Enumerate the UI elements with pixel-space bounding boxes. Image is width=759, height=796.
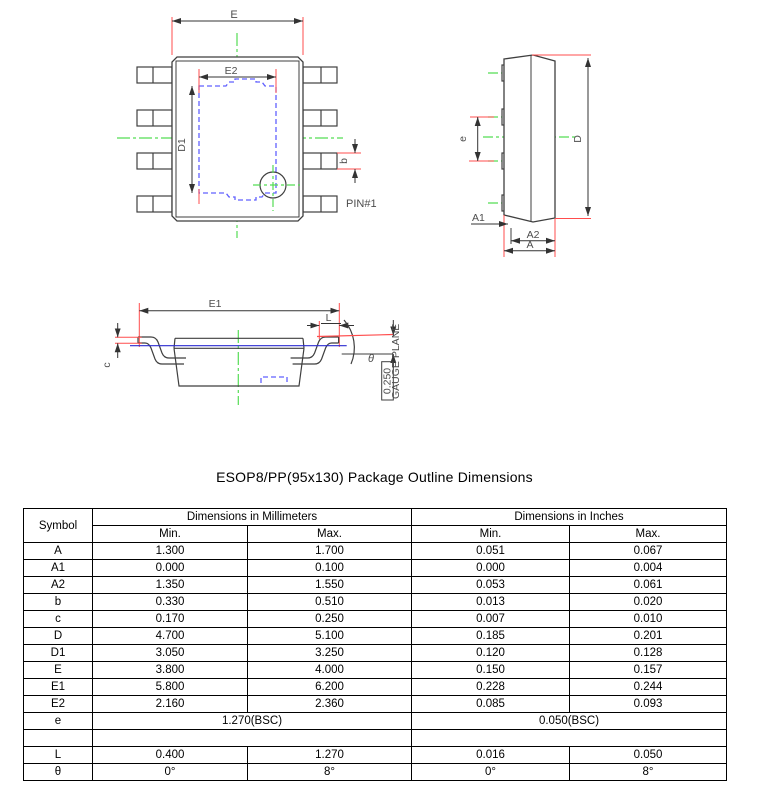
pad-mark-dashed bbox=[261, 377, 287, 383]
gauge-offset-value: 0.250 bbox=[381, 367, 394, 395]
table-row bbox=[24, 764, 727, 781]
cell-symbol: c bbox=[24, 611, 93, 628]
cell-symbol: E1 bbox=[24, 679, 93, 696]
cell-in-value bbox=[412, 730, 727, 747]
cell-mm-min: 0.400 bbox=[93, 747, 248, 764]
dim-label-D1: D1 bbox=[176, 138, 188, 152]
cell-in-min: 0.000 bbox=[412, 560, 570, 577]
cell-in-min: 0° bbox=[412, 764, 570, 781]
cell-mm-max: 0.510 bbox=[248, 594, 412, 611]
cell-symbol: θ bbox=[24, 764, 93, 781]
table-row bbox=[24, 696, 727, 713]
cell-mm-max: 1.270 bbox=[248, 747, 412, 764]
cell-in-min: 0.228 bbox=[412, 679, 570, 696]
cell-mm-max: 3.250 bbox=[248, 645, 412, 662]
cell-in-max: 0.093 bbox=[570, 696, 727, 713]
cell-in-min: 0.053 bbox=[412, 577, 570, 594]
cell-mm-min: 3.800 bbox=[93, 662, 248, 679]
cell-in-max: 0.010 bbox=[570, 611, 727, 628]
cell-mm-max: 8° bbox=[248, 764, 412, 781]
cell-in-min: 0.013 bbox=[412, 594, 570, 611]
cell-mm-min: 0.170 bbox=[93, 611, 248, 628]
table-row bbox=[24, 645, 727, 662]
dim-label-D: D bbox=[572, 135, 584, 143]
table-row bbox=[24, 730, 727, 747]
cell-in-max: 0.244 bbox=[570, 679, 727, 696]
cell-in-max: 0.128 bbox=[570, 645, 727, 662]
cell-mm-max: 1.550 bbox=[248, 577, 412, 594]
dim-label-e: e bbox=[457, 136, 469, 142]
cell-symbol bbox=[24, 730, 93, 747]
gauge-plane-label: GAUGE PLANE bbox=[390, 323, 402, 399]
cell-in-min: 0.185 bbox=[412, 628, 570, 645]
cell-symbol: D1 bbox=[24, 645, 93, 662]
side-view-drawing bbox=[452, 28, 617, 273]
dim-label-E2: E2 bbox=[224, 65, 238, 77]
header-mm-group: Dimensions in Millimeters bbox=[93, 509, 412, 526]
cell-symbol: D bbox=[24, 628, 93, 645]
cell-in-max: 0.004 bbox=[570, 560, 727, 577]
cell-symbol: A bbox=[24, 543, 93, 560]
table-row bbox=[24, 628, 727, 645]
dim-label-E1: E1 bbox=[208, 298, 222, 310]
cell-mm-min: 2.160 bbox=[93, 696, 248, 713]
cell-mm-min: 0.330 bbox=[93, 594, 248, 611]
cell-mm-min: 1.350 bbox=[93, 577, 248, 594]
cell-in-min: 0.051 bbox=[412, 543, 570, 560]
cell-in-max: 0.020 bbox=[570, 594, 727, 611]
cell-symbol: L bbox=[24, 747, 93, 764]
cell-in-min: 0.016 bbox=[412, 747, 570, 764]
cell-mm-max: 5.100 bbox=[248, 628, 412, 645]
cell-mm-max: 6.200 bbox=[248, 679, 412, 696]
table-row bbox=[24, 577, 727, 594]
front-view-drawing bbox=[88, 290, 423, 430]
table-row bbox=[24, 662, 727, 679]
cell-in-min: 0.085 bbox=[412, 696, 570, 713]
pin1-label: PIN#1 bbox=[346, 198, 377, 210]
cell-mm-min: 0° bbox=[93, 764, 248, 781]
dim-label-b: b bbox=[338, 158, 350, 164]
cell-symbol: A1 bbox=[24, 560, 93, 577]
table-row bbox=[24, 679, 727, 696]
cell-mm-max: 4.000 bbox=[248, 662, 412, 679]
table-row bbox=[24, 713, 727, 730]
cell-symbol: E bbox=[24, 662, 93, 679]
cell-in-max: 0.157 bbox=[570, 662, 727, 679]
dimensions-table bbox=[23, 508, 727, 781]
cell-in-max: 0.061 bbox=[570, 577, 727, 594]
cell-in-max: 8° bbox=[570, 764, 727, 781]
cell-in-max: 0.067 bbox=[570, 543, 727, 560]
lead-plane-extension-red bbox=[317, 335, 393, 337]
cell-symbol: E2 bbox=[24, 696, 93, 713]
cell-in-min: 0.150 bbox=[412, 662, 570, 679]
header-in-min: Min. bbox=[412, 526, 570, 543]
cell-in-max: 0.050 bbox=[570, 747, 727, 764]
table-header-minmax-row bbox=[24, 526, 727, 543]
cell-symbol: e bbox=[24, 713, 93, 730]
cell-mm-min: 3.050 bbox=[93, 645, 248, 662]
cell-symbol: A2 bbox=[24, 577, 93, 594]
cell-symbol: b bbox=[24, 594, 93, 611]
cell-mm-min: 5.800 bbox=[93, 679, 248, 696]
table-row bbox=[24, 543, 727, 560]
header-symbol: Symbol bbox=[24, 509, 93, 543]
cell-mm-value bbox=[93, 730, 412, 747]
dim-label-E: E bbox=[230, 9, 238, 21]
cell-mm-value: 1.270(BSC) bbox=[93, 713, 412, 730]
dim-label-A: A bbox=[526, 239, 534, 251]
theta-angle-arc bbox=[344, 320, 354, 364]
cell-in-min: 0.120 bbox=[412, 645, 570, 662]
cell-mm-min: 4.700 bbox=[93, 628, 248, 645]
dim-label-A1: A1 bbox=[472, 212, 485, 224]
right-pins bbox=[303, 67, 337, 212]
dim-label-c: c bbox=[101, 362, 113, 368]
cell-in-value: 0.050(BSC) bbox=[412, 713, 727, 730]
table-row bbox=[24, 747, 727, 764]
table-row bbox=[24, 560, 727, 577]
header-in-max: Max. bbox=[570, 526, 727, 543]
table-row bbox=[24, 611, 727, 628]
cell-mm-min: 1.300 bbox=[93, 543, 248, 560]
cell-mm-max: 1.700 bbox=[248, 543, 412, 560]
header-mm-max: Max. bbox=[248, 526, 412, 543]
cell-mm-max: 0.100 bbox=[248, 560, 412, 577]
dim-label-theta: θ bbox=[368, 353, 374, 365]
table-row bbox=[24, 594, 727, 611]
cell-in-max: 0.201 bbox=[570, 628, 727, 645]
cell-mm-max: 0.250 bbox=[248, 611, 412, 628]
page-title: ESOP8/PP(95x130) Package Outline Dimensions bbox=[216, 469, 533, 485]
left-pins bbox=[137, 67, 172, 212]
table-header-group-row bbox=[24, 509, 727, 526]
cell-mm-max: 2.360 bbox=[248, 696, 412, 713]
cell-mm-min: 0.000 bbox=[93, 560, 248, 577]
cell-in-min: 0.007 bbox=[412, 611, 570, 628]
header-mm-min: Min. bbox=[93, 526, 248, 543]
side-body-outline bbox=[504, 55, 555, 222]
dim-label-A2: A2 bbox=[526, 229, 540, 241]
dimensions-table-body bbox=[24, 543, 727, 781]
header-in-group: Dimensions in Inches bbox=[412, 509, 727, 526]
top-view-drawing bbox=[95, 5, 400, 250]
dim-label-L: L bbox=[325, 312, 332, 324]
